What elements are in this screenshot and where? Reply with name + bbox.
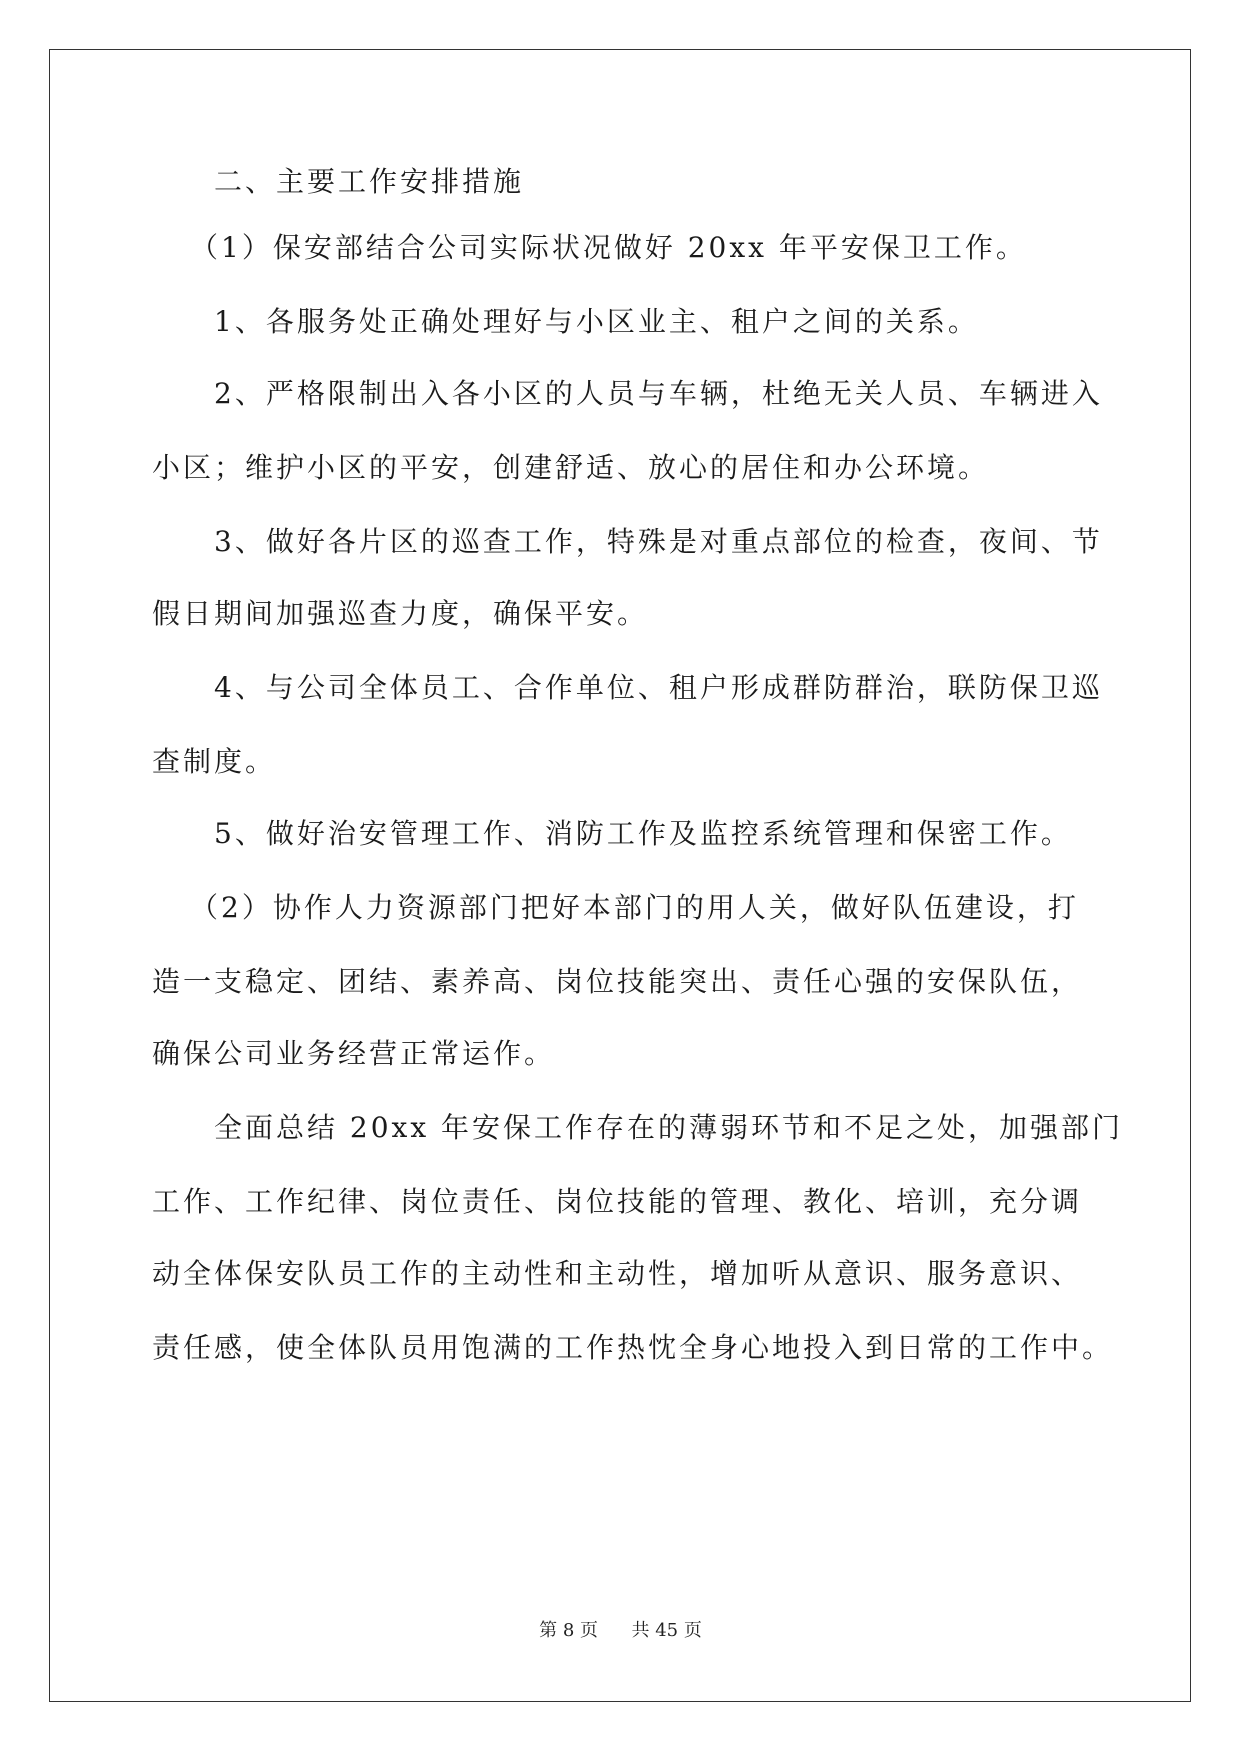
paragraph-line: 责任感，使全体队员用饱满的工作热忱全身心地投入到日常的工作中。 xyxy=(152,1331,1114,1364)
paragraph-line: 动全体保安队员工作的主动性和主动性，增加听从意识、服务意识、 xyxy=(152,1257,1083,1290)
paragraph-line: 2、严格限制出入各小区的人员与车辆，杜绝无关人员、车辆进入 xyxy=(214,377,1103,410)
page-footer xyxy=(0,1622,1241,1640)
paragraph-line: 全面总结 20xx 年安保工作存在的薄弱环节和不足之处，加强部门 xyxy=(214,1111,1124,1144)
paragraph-line: 4、与公司全体员工、合作单位、租户形成群防群治，联防保卫巡 xyxy=(214,671,1103,704)
paragraph-line: 小区；维护小区的平安，创建舒适、放心的居住和办公环境。 xyxy=(152,451,990,484)
page-border xyxy=(49,49,1191,1702)
paragraph-line: （2）协作人力资源部门把好本部门的用人关，做好队伍建设，打 xyxy=(190,891,1079,924)
paragraph-line: 3、做好各片区的巡查工作，特殊是对重点部位的检查，夜间、节 xyxy=(214,525,1103,558)
page-number: 第 8 页 xyxy=(539,1620,599,1641)
paragraph-line: 工作、工作纪律、岗位责任、岗位技能的管理、教化、培训，充分调 xyxy=(152,1185,1083,1218)
paragraph-line: 查制度。 xyxy=(152,745,277,778)
page-total: 共 45 页 xyxy=(631,1620,702,1641)
paragraph-line: 1、各服务处正确处理好与小区业主、租户之间的关系。 xyxy=(214,305,979,338)
paragraph-line: （1）保安部结合公司实际状况做好 20xx 年平安保卫工作。 xyxy=(190,231,1027,264)
paragraph-line: 假日期间加强巡查力度，确保平安。 xyxy=(152,597,649,630)
paragraph-line: 确保公司业务经营正常运作。 xyxy=(152,1037,556,1070)
section-heading: 二、主要工作安排措施 xyxy=(214,165,525,198)
paragraph-line: 5、做好治安管理工作、消防工作及监控系统管理和保密工作。 xyxy=(214,817,1072,850)
paragraph-line: 造一支稳定、团结、素养高、岗位技能突出、责任心强的安保队伍， xyxy=(152,965,1083,998)
